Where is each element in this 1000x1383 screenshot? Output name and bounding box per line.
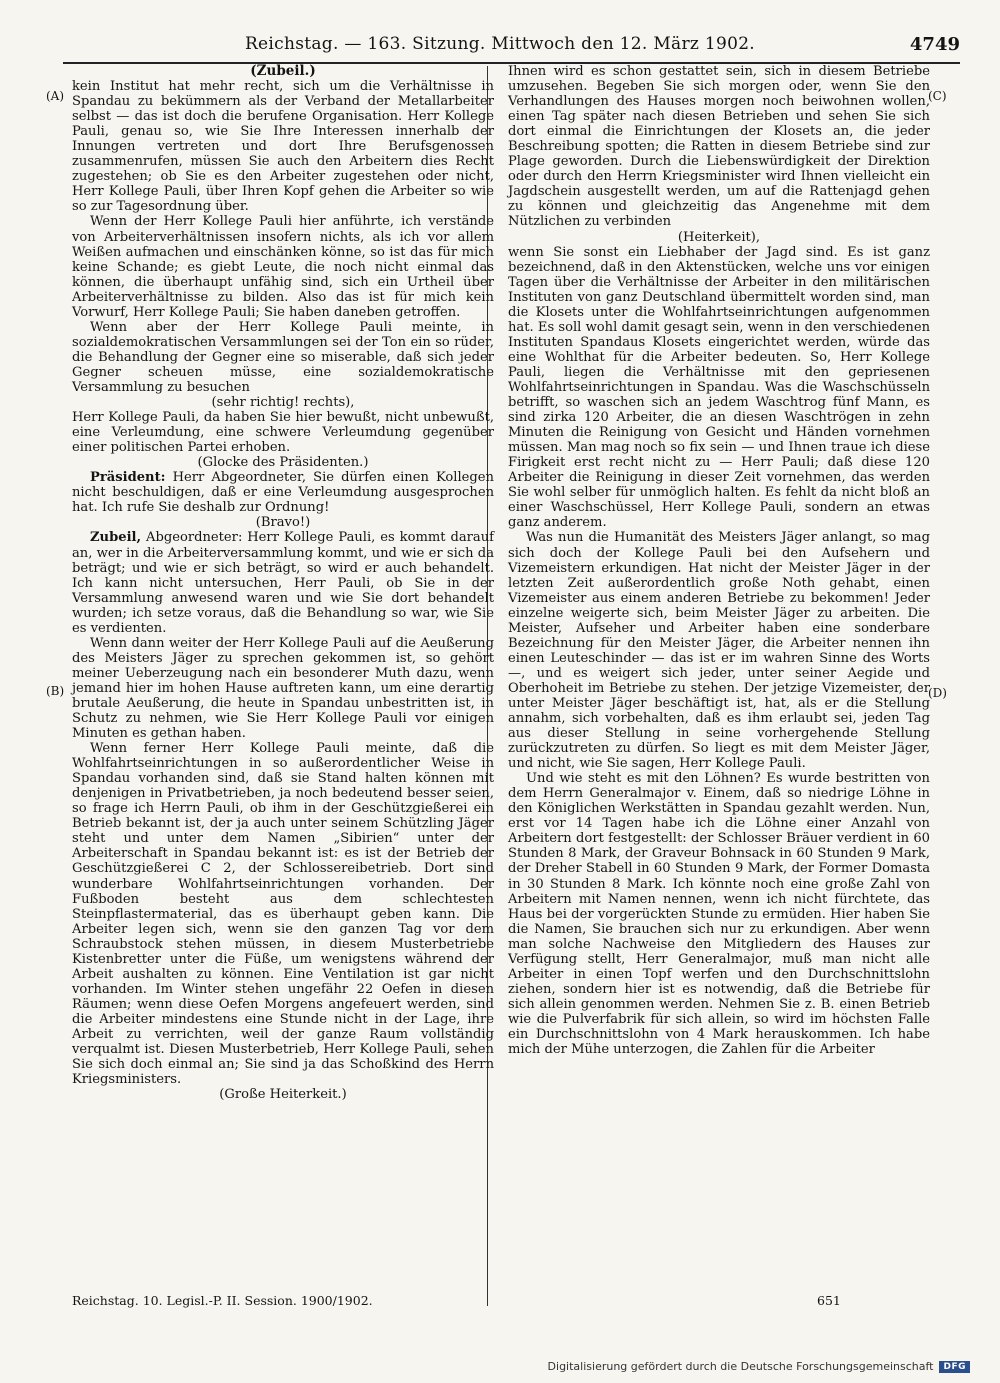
- paragraph-speaker: [72, 530, 494, 635]
- margin-marker-c: (C): [928, 89, 947, 103]
- speaker-label: Zubeil,: [90, 530, 142, 546]
- paragraph: Wenn der Herr Kollege Pauli hier anführte, ich verstände von Arbeiterverhältnissen insofern nichts, als ich vor allem Weißen aufmachen und einschänken könne, so ist das für mich keine Schande; es giebt Leute, die noch nicht einmal das können, die überhaupt unfähig sind, sich ein Urtheil über Arbeiterverhältnisse zu bilden. Also das ist für mich kein Vorwurf, Herr Kollege Pauli; Sie haben daneben getroffen.: [72, 214, 494, 320]
- margin-marker-b: (B): [46, 684, 65, 698]
- speaker-heading: (Zubeil.): [250, 63, 316, 79]
- footer-session-info: Reichstag. 10. Legisl.-P. II. Session. 1900/1902.: [72, 1293, 373, 1308]
- paragraph: Ihnen wird es schon gestattet sein, sich in diesem Betriebe umzusehen. Begeben Sie sich morgen oder, wenn Sie den Verhandlungen des Hauses morgen noch beiwohnen wollen, einen Tag später nach diesen Betrieben und sehen Sie sich dort einmal die Einrichtungen der Klosets an, die jeder Beschreibung spotten; die Ratten in diesem Betriebe sind zur Plage geworden. Durch die Liebenswürdigkeit der Direktion oder durch den Herrn Kriegsminister wird Ihnen vielleicht ein Jagdschein ausgestellt werden, um auf die Rattenjagd gehen zu können und gleichzeitig das Angenehme mit dem Nützlichen zu verbinden: [508, 64, 930, 230]
- running-head: [0, 34, 1000, 62]
- paragraph: Und wie steht es mit den Löhnen? Es wurde bestritten von dem Herrn Generalmajor v. Einem, daß so niedrige Löhne in den Königlichen Werkstätten in Spandau gezahlt werden. Nun, erst vor 14 Tagen habe ich die Löhne einer Anzahl von Arbeitern dort festgestellt: der Schlosser Bräuer verdient in 60 Stunden 8 Mark, der Graveur Bohnsack in 60 Stunden 9 Mark, der Dreher Stabell in 60 Stunden 9 Mark, der Former Domasta in 30 Stunden 8 Mark. Ich könnte noch eine große Zahl von Arbeitern mit Namen nennen, wenn ich nicht fürchtete, das Haus bei der vorgerückten Stunde zu ermüden. Hier haben Sie die Namen, Sie brauchen sich nur zu erkundigen. Aber wenn man solche Nachweise den Mitgliedern des Hauses zur Verfügung stellt, Herr Generalmajor, muß man nicht alle Arbeiter in einen Topf werfen und den Durchschnittslohn ziehen, sondern hier ist es notwendig, daß die Betriebe für sich allein genommen werden. Nehmen Sie z. B. einen Betrieb wie die Pulverfabrik für sich allein, so wird im höchsten Falle ein Durchschnittslohn von 4 Mark herauskommen. Ich habe mich der Mühe unterzogen, die Zahlen für die Arbeiter: [508, 771, 930, 1058]
- speaker-label: Präsident:: [90, 470, 166, 486]
- digitization-credit: [548, 1360, 970, 1373]
- paragraph: Herr Kollege Pauli, da haben Sie hier bewußt, nicht unbewußt, eine Verleumdung, eine schwere Verleumdung gegenüber einer politischen Partei erhoben.: [72, 410, 494, 456]
- speech-text: Abgeordneter: Herr Kollege Pauli, es kommt darauf an, wer in die Arbeiterversammlung kommt, und wie er sich da beträgt; und wie er sich beträgt, so wird er auch behandelt. Ich kann nicht untersuchen, Herr Pauli, ob Sie in der Versammlung anwesend waren und wie Sie dort behandelt wurden; ich setze voraus, daß die Behandlung so war, wie Sie es verdienten.: [72, 530, 494, 636]
- paragraph: kein Institut hat mehr recht, sich um die Verhältnisse in Spandau zu bekümmern als der Verband der Metallarbeiter selbst — das ist doch die berufene Organisation. Herr Kollege Pauli, genau so, wie Sie Ihre Interessen innerhalb der Innungen vertreten und dort Ihre Berufsgenossen zusammenrufen, müssen Sie auch den Arbeitern dies Recht zugestehen; ob Sie es den Arbeiter zugestehen oder nicht, Herr Kollege Pauli, über Ihren Kopf gehen die Arbeiter so wie so zur Tagesordnung über.: [72, 79, 494, 215]
- dfg-logo: DFG: [939, 1361, 970, 1373]
- paragraph: wenn Sie sonst ein Liebhaber der Jagd sind. Es ist ganz bezeichnend, daß in den Aktenstücken, welche uns vor einigen Tagen über die Verhältnisse der Arbeiter in den militärischen Instituten von ganz Deutschland übermittelt worden sind, man die Klosets unter die Wohlfahrtseinrichtungen aufgenommen hat. Es soll wohl damit gesagt sein, wenn in den verschiedenen Instituten Spandaus Klosets eingerichtet werden, würde das eine Wohlthat für die Arbeiter bedeuten. So, Herr Kollege Pauli, liegen die Verhältnisse mit den gepriesenen Wohlfahrtseinrichtungen in Spandau. Was die Waschschüsseln betrifft, so waschen sich an jedem Waschtrog fünf Mann, es sind zirka 120 Arbeiter, die an diesen Waschtrögen in zehn Minuten die Reinigung von Gesicht und Händen vornehmen müssen. Man mag noch so fix sein — und Ihnen traue ich diese Firigkeit erst recht nicht zu — Herr Pauli; daß diese 120 Arbeiter die Reinigung in dieser Zeit vornehmen, das werden Sie wohl selber für unmöglich halten. Es fehlt da nicht bloß an einer Waschschüssel, Herr Kollege Pauli, sondern an etwas ganz anderem.: [508, 244, 930, 531]
- paragraph: Wenn aber der Herr Kollege Pauli meinte, in sozialdemokratischen Versammlungen sei der Ton ein so rüder, die Behandlung der Gegner eine so miserable, daß sich jeder Gegner scheuen müsse, eine sozialdemokratische Versammlung zu besuchen: [72, 319, 494, 395]
- page-number: 4749: [909, 34, 960, 55]
- paragraph: Wenn ferner Herr Kollege Pauli meinte, daß die Wohlfahrtseinrichtungen in so außerordentlicher Weise in Spandau vorhanden sind, daß sie Stand halten können mit denjenigen in Privatbetrieben, ja noch bedeutend besser seien, so frage ich Herrn Pauli, ob ihm in der Geschützgießerei ein Betrieb bekannt ist, der ja auch unter seinem Schützling Jäger steht und unter dem Namen „Sibirien“ unter der Arbeiterschaft in Spandau bekannt ist: es ist der Betrieb der Geschützgießerei C 2, der Schlossereibetrieb. Dort sind wunderbare Wohlfahrtseinrichtungen vorhanden. Der Fußboden besteht aus dem schlechtesten Steinpflastermaterial, das es überhaupt geben kann. Die Arbeiter legen sich, wenn sie den ganzen Tag vor dem Schraubstock stehen müssen, in diesem Musterbetriebe Kistenbretter unter die Füße, um wenigstens während der Arbeit aushalten zu können. Eine Ventilation ist gar nicht vorhanden. Im Winter stehen ungefähr 22 Oefen in diesen Räumen; wenn diese Oefen Morgens angefeuert werden, sind die Arbeiter mindestens eine Stunde nicht in der Lage, ihre Arbeit zu verrichten, weil der ganze Raum vollständig verqualmt ist. Diesen Musterbetrieb, Herr Kollege Pauli, sehen Sie sich doch einmal an; Sie sind ja das Schoßkind des Herrn Kriegsministers.: [72, 741, 494, 1088]
- left-column: [72, 64, 494, 1102]
- margin-marker-d: (D): [928, 686, 947, 700]
- interjection: (Bravo!): [255, 515, 311, 531]
- paragraph-president: [72, 470, 494, 515]
- page-header-title: Reichstag. — 163. Sitzung. Mittwoch den 12. März 1902.: [244, 34, 756, 54]
- interjection: (Große Heiterkeit.): [219, 1087, 347, 1103]
- speech-text: Herr Abgeordneter, Sie dürfen einen Kollegen nicht beschuldigen, daß er eine Verleumdung ausgesprochen hat. Ich rufe Sie deshalb zur Ordnung!: [72, 470, 494, 516]
- footer-page-number: 651: [817, 1293, 841, 1308]
- credit-text: Digitalisierung gefördert durch die Deutsche Forschungsgemeinschaft: [547, 1360, 934, 1373]
- interjection: (sehr richtig! rechts),: [211, 395, 355, 411]
- margin-marker-a: (A): [46, 89, 65, 103]
- interjection: (Glocke des Präsidenten.): [197, 455, 369, 471]
- paragraph: Was nun die Humanität des Meisters Jäger anlangt, so mag sich doch der Kollege Pauli bei den Aufsehern und Vizemeistern erkundigen. Hat nicht der Meister Jäger in der letzten Zeit außerordentlich große Noth gehabt, einen Vizemeister aus einem anderen Betriebe zu bekommen! Jeder einzelne weigerte sich, beim Meister Jäger zu arbeiten. Die Meister, Aufseher und Arbeiter haben eine sonderbare Bezeichnung für den Meister Jäger, die Arbeiter nennen ihn einen Leuteschinder — das ist er im wahren Sinne des Worts —, und es weigert sich jeder, unter seiner Aegide und Oberhoheit im Betriebe zu stehen. Der jetzige Vizemeister, der unter Meister Jäger beschäftigt ist, hat, als er die Stellung annahm, sich vorbehalten, daß es ihm erlaubt sei, jeden Tag aus dieser Stellung in seine vorhergehende Stellung zurückzutreten zu dürfen. So liegt es mit dem Meister Jäger, und nicht, wie Sie sagen, Herr Kollege Pauli.: [508, 530, 930, 772]
- right-column: [508, 64, 930, 1057]
- interjection: (Heiterkeit),: [677, 229, 761, 245]
- paragraph: Wenn dann weiter der Herr Kollege Pauli auf die Aeußerung des Meisters Jäger zu sprechen gekommen ist, so gehört meiner Ueberzeugung nach ein besonderer Muth dazu, wenn jemand hier im hohen Hause auftreten kann, um eine derartig brutale Aeußerung, die heute in Spandau unbestritten ist, in Schutz zu nehmen, wie Sie Herr Kollege Pauli vor einigen Minuten es gethan haben.: [72, 635, 494, 742]
